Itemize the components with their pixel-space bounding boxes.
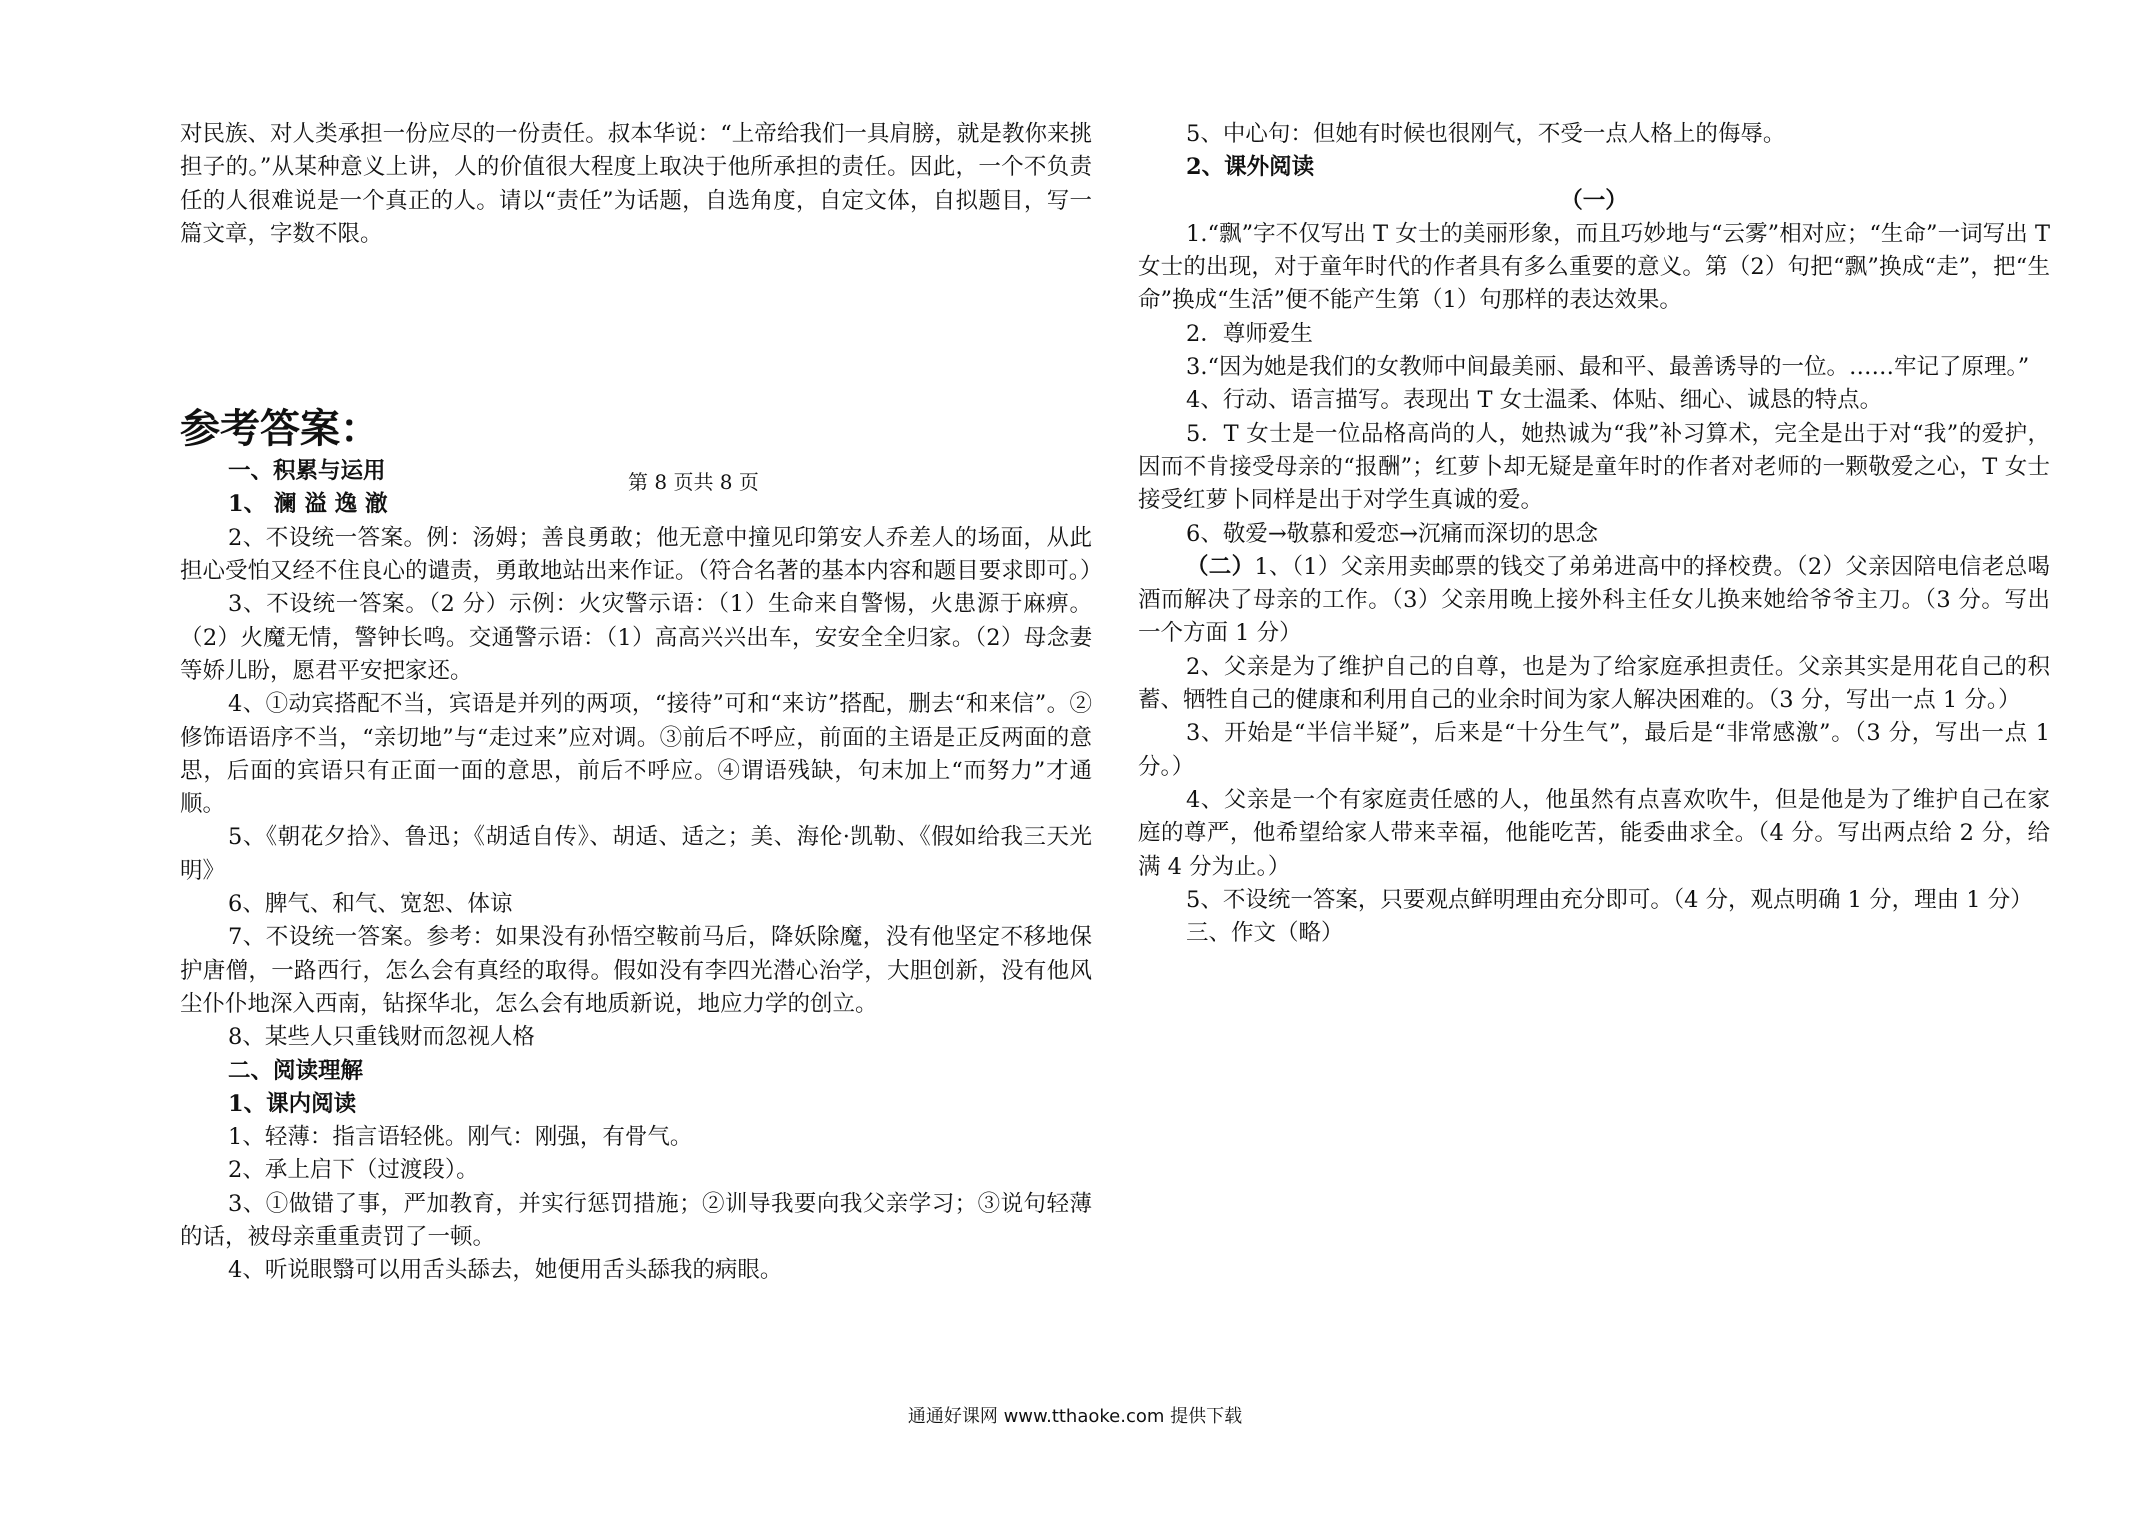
part-2-answer-1 <box>1138 551 2050 651</box>
answer-5: 5、《朝花夕拾》、鲁迅；《胡适自传》、胡适、适之；美、海伦·凯勒、《假如给我三天光明》 <box>180 824 1092 884</box>
section-1-title: 一、积累与运用 <box>228 458 386 485</box>
section-2-title: 二、阅读理解 <box>228 1057 364 1084</box>
answer-4: 4、①动宾搭配不当，宾语是并列的两项，“接待”可和“来访”搭配，删去“和来信”。②修饰语语序不当，“亲切地”与“走过来”应对调。③前后不呼应，前面的主语是正反两面的意思，后面的宾语只有正面一面的意思，前后不呼应。④谓语残缺，句末加上“而努力”才通顺。 <box>180 691 1092 818</box>
essay-prompt: 对民族、对人类承担一份应尽的一份责任。叔本华说：“上帝给我们一具肩膀，就是教你来挑担子的。”从某种意义上讲，人的价值很大程度上取决于他所承担的责任。因此，一个不负责任的人很难说是一个真正的人。请以“责任”为话题，自选角度，自定文体，自拟题目，写一篇文章，字数不限。 <box>180 121 1092 247</box>
footer-credit: 通通好课网 www.tthaoke.com 提供下载 <box>907 1406 1243 1427</box>
extra-answer-5: 5．T 女士是一位品格高尚的人，她热诚为“我”补习算术，完全是出于对“我”的爱护，因而不肯接受母亲的“报酬”；红萝卜却无疑是童年时的作者对老师的一颗敬爱之心，T 女士接受红萝卜同样是出于对学生真诚的爱。 <box>1138 420 2050 514</box>
extra-answer-1: 1.“飘”字不仅写出 T 女士的美丽形象，而且巧妙地与“云雾”相对应；“生命”一词写出 T 女士的出现，对于童年时代的作者具有多么重要的意义。第（2）句把“飘”换成“走”，把“生命”换成“生活”便不能产生第（1）句那样的表达效果。 <box>1138 220 2050 314</box>
part-2-answer-2: 2、父亲是为了维护自己的自尊，也是为了给家庭承担责任。父亲其实是用花自己的积蓄、牺牲自己的健康和利用自己的业余时间为家人解决困难的。（3 分，写出一点 1 分。） <box>1138 653 2050 714</box>
answer-1: 1、 澜 溢 逸 澈 <box>228 491 388 518</box>
blank-space <box>180 251 1092 403</box>
reading-answer-3: 3、①做错了事，严加教育，并实行惩罚措施；②训导我要向我父亲学习；③说句轻薄的话，被母亲重重责罚了一顿。 <box>180 1190 1092 1251</box>
extra-answer-4: 4、行动、语言描写。表现出 T 女士温柔、体贴、细心、诚恳的特点。 <box>1186 387 1883 414</box>
part-2-label: （二） <box>1186 553 1255 580</box>
reading-answer-4: 4、听说眼翳可以用舌头舔去，她便用舌头舔我的病眼。 <box>228 1257 783 1284</box>
right-column <box>1138 118 2050 950</box>
section-3-title: 三、作文（略） <box>1186 920 1344 947</box>
subsection-1-title: 1、课内阅读 <box>228 1090 357 1117</box>
reading-answer-2: 2、承上启下（过渡段）。 <box>228 1157 479 1184</box>
answer-6: 6、脾气、和气、宽恕、体谅 <box>228 891 513 918</box>
part-2-answer-1-text: 1、（1）父亲用卖邮票的钱交了弟弟进高中的择校费。（2）父亲因陪电信老总喝酒而解决了母亲的工作。（3）父亲用晚上接外科主任女儿换来她给爷爷主刀。（3 分。写出一个方面 1 分） <box>1138 553 2050 647</box>
answer-3: 3、不设统一答案。（2 分）示例：火灾警示语：（1）生命来自警惕，火患源于麻痹。（2）火魔无情，警钟长鸣。交通警示语：（1）高高兴兴出车，安安全全归家。（2）母念妻等娇儿盼，愿君平安把家还。 <box>180 591 1092 684</box>
extra-answer-2: 2．尊师爱生 <box>1186 320 1313 347</box>
reading-answer-5: 5、中心句：但她有时候也很刚气，不受一点人格上的侮辱。 <box>1186 121 1786 147</box>
part-2-answer-5: 5、不设统一答案，只要观点鲜明理由充分即可。（4 分，观点明确 1 分，理由 1 分） <box>1186 886 2033 913</box>
answer-2: 2、不设统一答案。例：汤姆；善良勇敢；他无意中撞见印第安人乔差人的场面，从此担心受怕又经不住良心的谴责，勇敢地站出来作证。（符合名著的基本内容和题目要求即可。） <box>180 524 1103 585</box>
page-number: 第 8 页共 8 页 <box>628 470 759 494</box>
extra-answer-3: 3.“因为她是我们的女教师中间最美丽、最和平、最善诱导的一位。……牢记了原理。” <box>1186 354 2030 381</box>
part-2-answer-3: 3、开始是“半信半疑”，后来是“十分生气”，最后是“非常感激”。（3 分，写出一点 1 分。） <box>1138 720 2050 780</box>
reading-answer-1: 1、轻薄：指言语轻佻。刚气：刚强，有骨气。 <box>228 1124 693 1151</box>
extra-answer-6: 6、敬爱→敬慕和爱恋→沉痛而深切的思念 <box>1186 520 1599 547</box>
answer-7: 7、不设统一答案。参考：如果没有孙悟空鞍前马后，降妖除魔，没有他坚定不移地保护唐僧，一路西行，怎么会有真经的取得。假如没有李四光潜心治学，大胆创新，没有他风尘仆仆地深入西南，钻探华北，怎么会有地质新说，地应力学的创立。 <box>180 924 1092 1017</box>
part-1-title: （一） <box>1560 187 1628 214</box>
answer-title: 参考答案： <box>180 406 380 453</box>
part-2-answer-4: 4、父亲是一个有家庭责任感的人，他虽然有点喜欢吹牛，但是他是为了维护自己在家庭的尊严，他希望给家人带来幸福，他能吃苦，能委曲求全。（4 分。写出两点给 2 分，给满 4 分为止。） <box>1138 786 2050 880</box>
answer-8: 8、某些人只重钱财而忽视人格 <box>228 1024 535 1051</box>
subsection-2-title: 2、课外阅读 <box>1186 154 1315 181</box>
left-column <box>180 118 1103 1288</box>
